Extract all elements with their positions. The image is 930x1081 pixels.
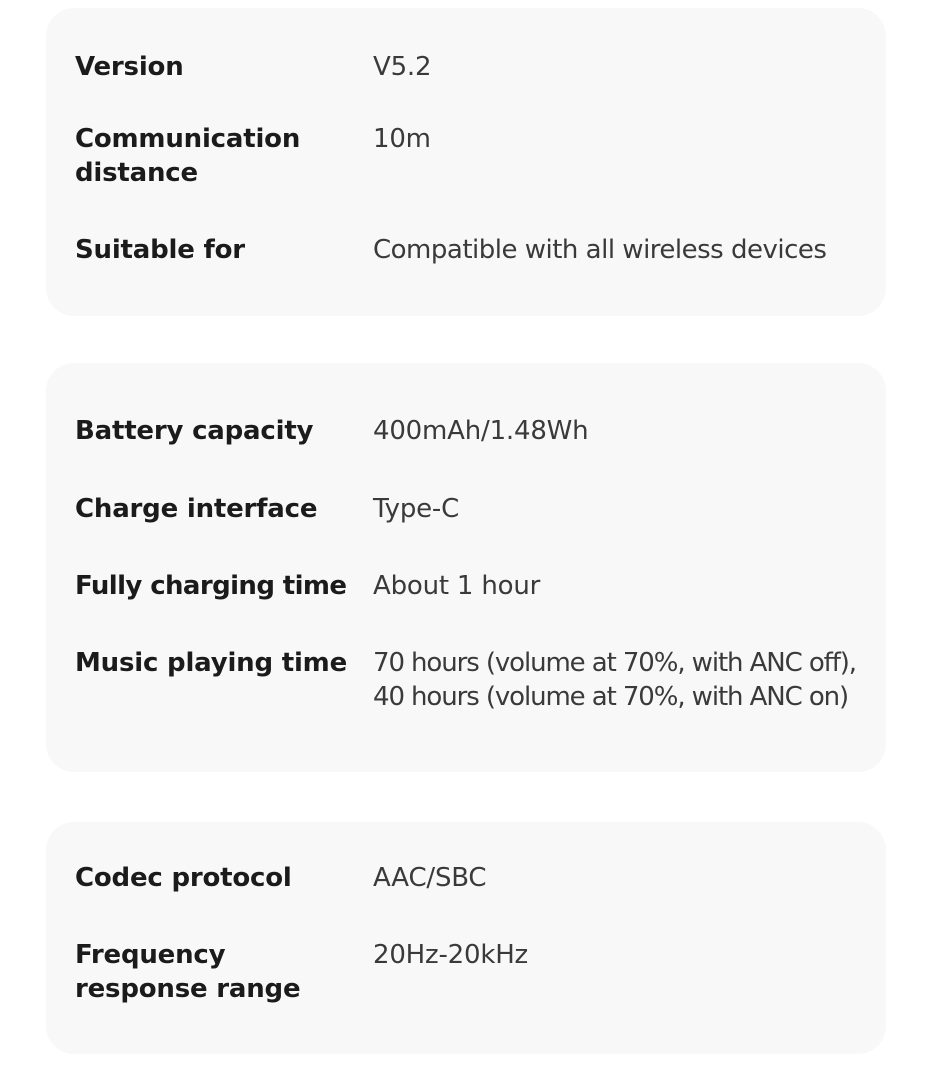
spec-value: 10m [373,124,431,154]
spec-value: Compatible with all wireless devices [373,235,827,265]
spec-value: AAC/SBC [373,863,487,893]
spec-label: Battery capacity [75,416,314,446]
spec-label: Version [75,52,184,82]
spec-label: Codec protocol [75,863,292,893]
spec-value: 70 hours (volume at 70%, with ANC off), 40 hours (volume at 70%, with ANC on) [373,648,856,712]
spec-label: Frequency response range [75,940,301,1004]
spec-label: Charge interface [75,494,318,524]
spec-card-battery [46,363,886,772]
spec-label: Music playing time [75,648,348,678]
spec-label: Fully charging time [75,571,347,601]
spec-value: About 1 hour [373,571,541,601]
spec-card-connectivity [46,8,886,316]
spec-card-audio [46,822,886,1054]
spec-label: Suitable for [75,235,245,265]
spec-value: V5.2 [373,52,432,82]
spec-label: Communication distance [75,124,301,188]
spec-value: 400mAh/1.48Wh [373,416,589,446]
spec-value: Type-C [373,494,460,524]
spec-value: 20Hz-20kHz [373,940,529,970]
